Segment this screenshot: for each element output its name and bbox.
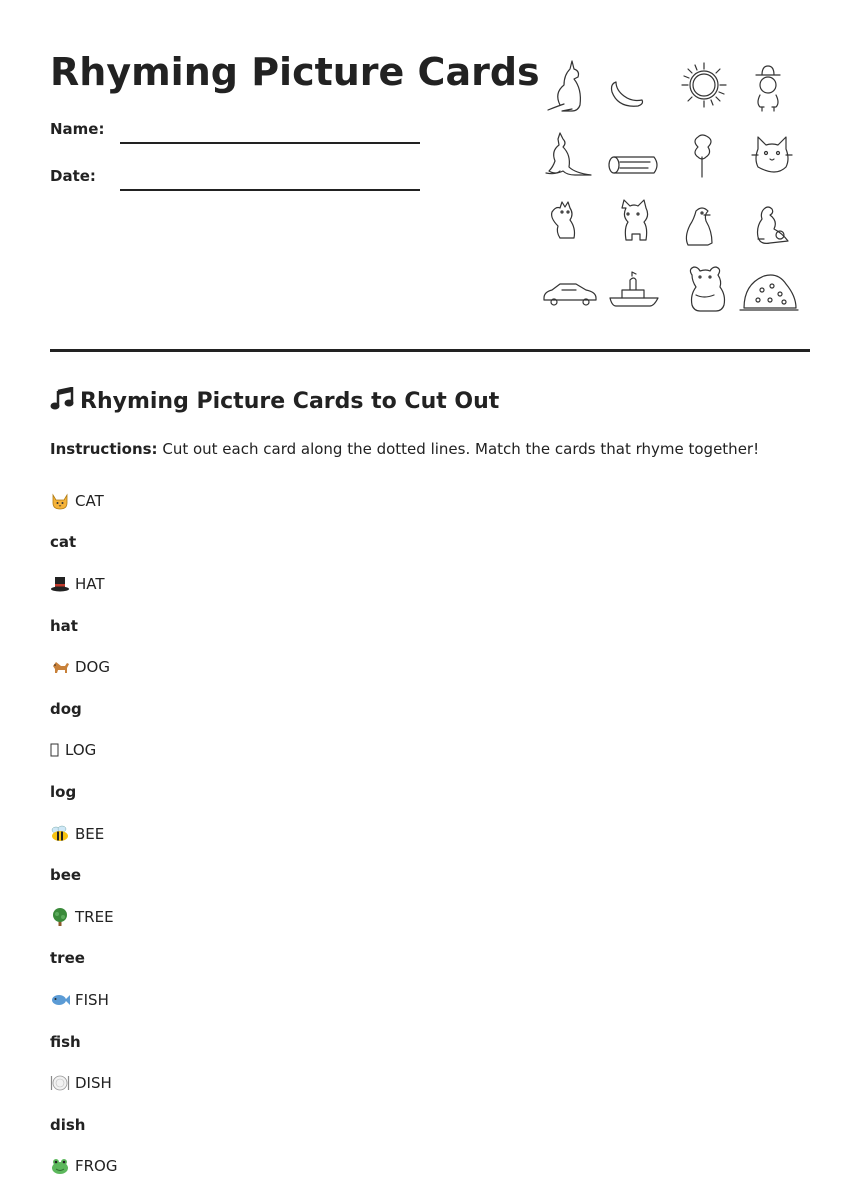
card-caps-text: DOG <box>75 658 110 676</box>
card-caps-bee <box>50 813 810 855</box>
instructions-label: Instructions: <box>50 440 158 458</box>
card-word-cat: cat <box>50 522 810 564</box>
card-caps-text: FROG <box>75 1157 117 1175</box>
boat-icon <box>610 272 658 306</box>
card-word-bee: bee <box>50 854 810 896</box>
card-caps-text: LOG <box>65 741 96 759</box>
card-caps-log <box>50 730 810 772</box>
dog-icon <box>50 657 70 677</box>
header-illustration-grid <box>540 55 810 325</box>
card-caps-dish <box>50 1062 810 1104</box>
log-icon <box>609 157 657 173</box>
plate-icon <box>50 1073 70 1093</box>
squirrel-icon <box>552 202 575 238</box>
penguin-icon <box>686 208 712 245</box>
card-caps-text: HAT <box>75 575 105 593</box>
card-caps-text: BEE <box>75 825 104 843</box>
top-hat-icon <box>50 574 70 594</box>
page-title: Rhyming Picture Cards <box>50 50 540 94</box>
cowboy-icon <box>756 66 780 111</box>
card-caps-tree <box>50 896 810 938</box>
car-icon <box>544 284 596 305</box>
card-caps-text: FISH <box>75 991 109 1009</box>
name-label: Name: <box>50 120 104 138</box>
card-caps-frog <box>50 1146 810 1187</box>
instructions-text: Cut out each card along the dotted lines. Match the cards that rhyme together! <box>162 440 759 458</box>
section-title-text: Rhyming Picture Cards to Cut Out <box>80 389 499 414</box>
kangaroo-sitting-icon <box>546 133 591 175</box>
tree-icon <box>50 907 70 927</box>
name-line <box>120 142 420 144</box>
card-word-dish: dish <box>50 1104 810 1146</box>
missing-glyph-icon <box>50 740 60 760</box>
date-label: Date: <box>50 167 96 185</box>
cat-face-icon <box>50 491 70 511</box>
sun-icon <box>682 63 726 107</box>
bear-icon <box>690 267 724 311</box>
date-line <box>120 189 420 191</box>
card-caps-cat <box>50 480 810 522</box>
section-divider <box>50 349 810 352</box>
frog-face-icon <box>50 1156 70 1176</box>
banana-icon <box>612 82 643 106</box>
card-caps-hat <box>50 563 810 605</box>
musical-note-icon <box>50 387 80 417</box>
card-word-fish: fish <box>50 1021 810 1063</box>
section-title <box>50 387 499 417</box>
card-word-dog: dog <box>50 688 810 730</box>
card-word-hat: hat <box>50 605 810 647</box>
cat-standing-icon <box>622 200 648 240</box>
card-caps-text: TREE <box>75 908 114 926</box>
name-field <box>50 120 470 150</box>
card-caps-dog <box>50 646 810 688</box>
card-caps-text: CAT <box>75 492 104 510</box>
bee-icon <box>50 824 70 844</box>
instructions <box>50 440 759 458</box>
seal-icon <box>758 207 789 243</box>
cat-face-sketch-icon <box>752 137 792 172</box>
date-field <box>50 167 470 197</box>
card-list <box>50 480 810 1187</box>
dome-rock-icon <box>740 275 798 310</box>
card-caps-fish <box>50 979 810 1021</box>
fish-icon <box>50 990 70 1010</box>
tree-icon <box>695 135 711 177</box>
card-caps-text: DISH <box>75 1074 112 1092</box>
kangaroo-icon <box>548 61 580 111</box>
card-word-log: log <box>50 771 810 813</box>
card-word-tree: tree <box>50 938 810 980</box>
